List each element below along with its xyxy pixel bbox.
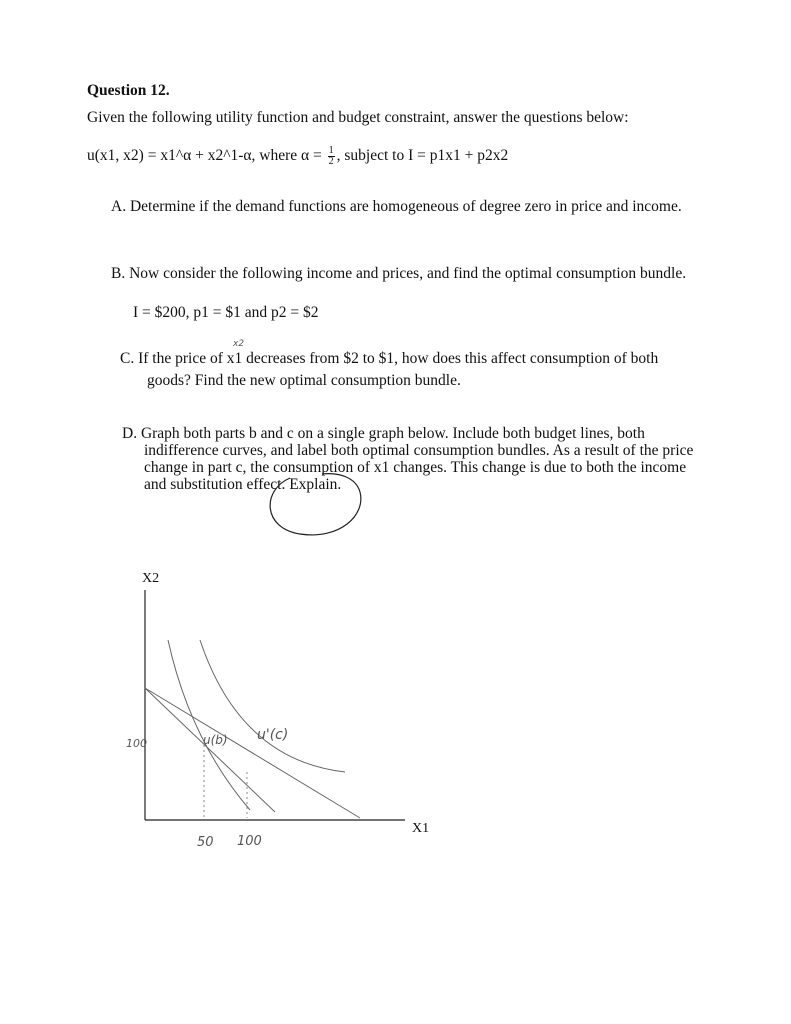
- part-d-line-3: change in part c, the consumption of x1 changes. This change is due to both the income: [144, 459, 687, 476]
- part-d-line-2: indifference curves, and label both optimal consumption bundles. As a result of the price: [144, 442, 694, 459]
- handwritten-x-tick-100: 100: [237, 834, 262, 849]
- question-intro: Given the following utility function and budget constraint, answer the questions below:: [87, 109, 629, 126]
- part-b-values: I = $200, p1 = $1 and p2 = $2: [133, 304, 319, 321]
- part-d-line-1: D. Graph both parts b and c on a single graph below. Include both budget lines, both: [122, 425, 645, 442]
- x-axis-label: X1: [412, 821, 430, 836]
- indifference-curve-b: [168, 640, 250, 810]
- handwritten-circle: [270, 474, 361, 535]
- handwritten-x-tick-50: 50: [197, 835, 214, 850]
- budget-line-b: [145, 688, 275, 812]
- y-axis-label: X2: [142, 571, 160, 586]
- formula-rhs: , subject to I = p1x1 + p2x2: [336, 147, 509, 165]
- part-c-line-1: C. If the price of x1 decreases from $2 to $1, how does this affect consumption of both: [120, 350, 659, 367]
- fraction-denominator: 2: [328, 156, 334, 167]
- handwritten-curve-b: u(b): [203, 733, 228, 747]
- part-b-text: B. Now consider the following income and prices, and find the optimal consumption bundle.: [111, 265, 687, 282]
- part-a-text: A. Determine if the demand functions are homogeneous of degree zero in price and income.: [111, 198, 682, 215]
- handwritten-curve-c: u'(c): [257, 727, 289, 743]
- handwritten-x2-annotation: x2: [233, 339, 245, 349]
- indifference-curve-c: [200, 640, 345, 772]
- part-c-line-2: goods? Find the new optimal consumption bundle.: [147, 372, 461, 389]
- budget-line-c: [145, 688, 360, 818]
- part-d-line-4: and substitution effect. Explain.: [144, 476, 342, 493]
- formula-lhs: u(x1, x2) = x1^α + x2^1-α, where α =: [87, 147, 326, 165]
- question-title: Question 12.: [87, 82, 170, 99]
- fraction-numerator: 1: [328, 145, 334, 156]
- handwritten-y-tick: 100: [126, 737, 147, 750]
